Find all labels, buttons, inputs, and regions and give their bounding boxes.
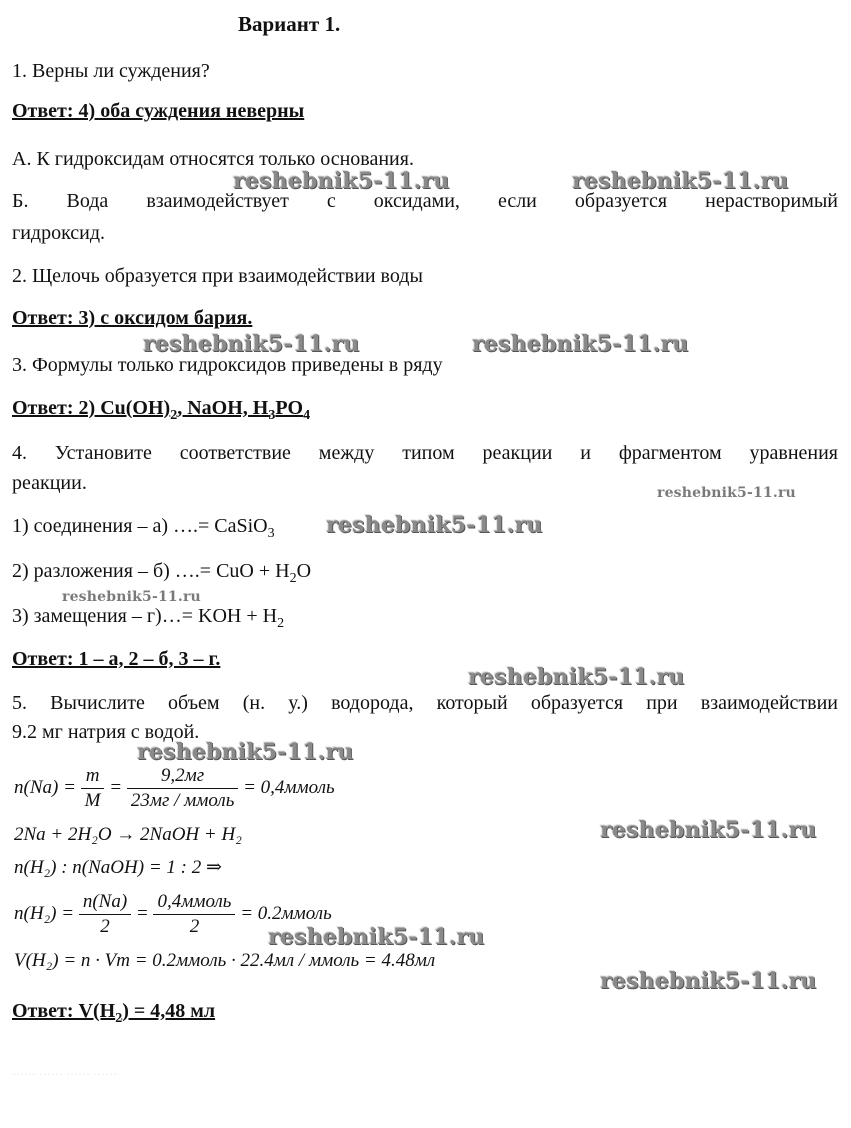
statement-b-line1: Б. Вода взаимодействует с оксидами, если образуется нерастворимый bbox=[12, 190, 838, 212]
watermark: reshebnik5-11.ru bbox=[572, 168, 789, 194]
statement-b-line2: гидроксид. bbox=[12, 222, 106, 244]
question-4-line2: реакции. bbox=[12, 472, 87, 494]
answer-1: Ответ: 4) оба суждения неверны bbox=[12, 100, 305, 122]
option-1: 1) соединения – а) ….= CaSiO$_3$ bbox=[12, 515, 275, 541]
answer-2: Ответ: 3) с оксидом бария. bbox=[12, 307, 253, 329]
statement-a: А. К гидроксидам относятся только основания. bbox=[12, 148, 414, 170]
formula-n-na: n(Na) = $\frac{m}{M}$ = $\frac{9,2мг}{\text{23мг / ммоль}}$ = 0,4ммоль bbox=[14, 765, 335, 811]
watermark: reshebnik5-11.ru bbox=[62, 589, 201, 605]
watermark: reshebnik5-11.ru bbox=[233, 168, 450, 194]
answer-3: Ответ: 2) $Cu(OH)_2$, NaOH, $H_3PO_4$ bbox=[12, 397, 311, 423]
watermark: reshebnik5-11.ru bbox=[268, 924, 485, 950]
watermark: reshebnik5-11.ru bbox=[600, 817, 817, 843]
page-title: Вариант 1. bbox=[238, 12, 341, 36]
formula-n-h2: n(H₂) = $\frac{n(Na)}{2}$ = $\frac{\text{0,4ммоль}}{2}$ = 0.2ммоль bbox=[14, 891, 332, 937]
option-2: 2) разложения – б) ….= CuO + $H_2O$ bbox=[12, 560, 312, 586]
watermark: reshebnik5-11.ru bbox=[143, 331, 360, 357]
question-5-line1: 5. Вычислите объем (н. у.) водорода, который образуется при взаимодействии bbox=[12, 692, 838, 714]
watermark: reshebnik5-11.ru bbox=[326, 512, 543, 538]
reaction-equation: 2Na + 2H₂O → 2NaOH + H₂ bbox=[14, 824, 242, 845]
watermark: reshebnik5-11.ru bbox=[600, 968, 817, 994]
question-4-line1: 4. Установите соответствие между типом реакции и фрагментом уравнения bbox=[12, 442, 838, 464]
answer-4: Ответ: 1 – а, 2 – б, 3 – г. bbox=[12, 648, 221, 670]
formula-volume: V(H₂) = n · Vm = 0.2ммоль · 22.4мл / ммоль = 4.48мл bbox=[14, 950, 436, 971]
faint-footer-text: …… …… …… …… bbox=[12, 1064, 117, 1078]
watermark: reshebnik5-11.ru bbox=[657, 485, 796, 501]
mole-ratio: n(H₂) : n(NaOH) = 1 : 2 ⇒ bbox=[14, 857, 222, 878]
watermark: reshebnik5-11.ru bbox=[468, 664, 685, 690]
question-2: 2. Щелочь образуется при взаимодействии воды bbox=[12, 265, 423, 287]
watermark: reshebnik5-11.ru bbox=[137, 739, 354, 765]
question-1: 1. Верны ли суждения? bbox=[12, 60, 210, 82]
question-5-line2: 9.2 мг натрия с водой. bbox=[12, 721, 200, 743]
option-3: 3) замещения – г)…= KOH + $H_2$ bbox=[12, 605, 285, 631]
question-3: 3. Формулы только гидроксидов приведены в ряду bbox=[12, 354, 443, 376]
answer-5: Ответ: $V(H_2) = 4,48$ мл bbox=[12, 1000, 216, 1026]
watermark: reshebnik5-11.ru bbox=[472, 331, 689, 357]
